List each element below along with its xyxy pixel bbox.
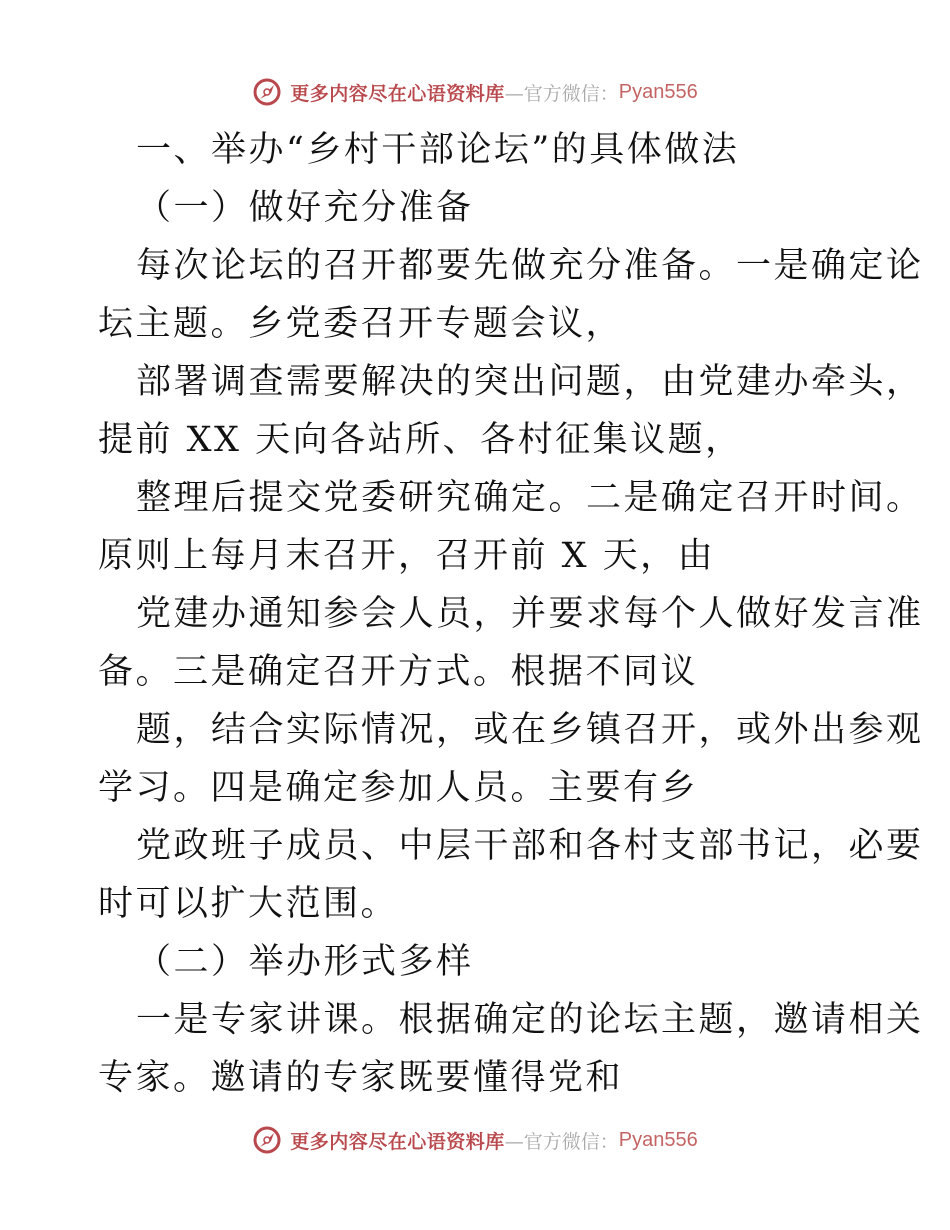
paragraph-line: 专家。邀请的专家既要懂得党和 <box>98 1058 624 1098</box>
subsection-heading: （一）做好充分准备 <box>136 188 474 228</box>
document-body <box>0 118 950 1108</box>
paragraph-line: 整理后提交党委研究确定。二是确定召开时间。 <box>136 478 924 518</box>
paragraph-line: 每次论坛的召开都要先做充分准备。一是确定论 <box>136 246 924 286</box>
section-heading: 一、举办“乡村干部论坛”的具体做法 <box>136 130 740 170</box>
paragraph-line: 原则上每月末召开，召开前 X 天，由 <box>98 536 716 576</box>
paragraph-line: 党建办通知参会人员，并要求每个人做好发言准 <box>136 594 924 634</box>
watermark-main-text: 更多内容尽在心语资料库 <box>290 1130 505 1153</box>
watermark-sub-text: —官方微信： <box>504 82 619 105</box>
paragraph-line: 提前 XX 天向各站所、各村征集议题， <box>98 420 743 460</box>
paragraph-line: 学习。四是确定参加人员。主要有乡 <box>98 768 699 808</box>
watermark-main-text: 更多内容尽在心语资料库 <box>290 82 505 105</box>
quill-logo-icon <box>252 77 282 107</box>
watermark-sub-text: —官方微信： <box>504 1130 619 1153</box>
paragraph-line: 备。三是确定召开方式。根据不同议 <box>98 652 699 692</box>
footer-watermark <box>0 1118 950 1162</box>
watermark-id-text: Pyan556 <box>618 80 698 103</box>
paragraph-line: 一是专家讲课。根据确定的论坛主题，邀请相关 <box>136 1000 924 1040</box>
paragraph-line: 时可以扩大范围。 <box>98 884 399 924</box>
watermark-id-text: Pyan556 <box>618 1128 698 1151</box>
paragraph-line: 坛主题。乡党委召开专题会议， <box>98 304 624 344</box>
paragraph-line: 题，结合实际情况，或在乡镇召开，或外出参观 <box>136 710 924 750</box>
paragraph-line: 党政班子成员、中层干部和各村支部书记，必要 <box>136 826 924 866</box>
subsection-heading: （二）举办形式多样 <box>136 942 474 982</box>
paragraph-line: 部署调查需要解决的突出问题，由党建办牵头， <box>136 362 924 402</box>
header-watermark <box>0 70 950 114</box>
quill-logo-icon <box>252 1125 282 1155</box>
